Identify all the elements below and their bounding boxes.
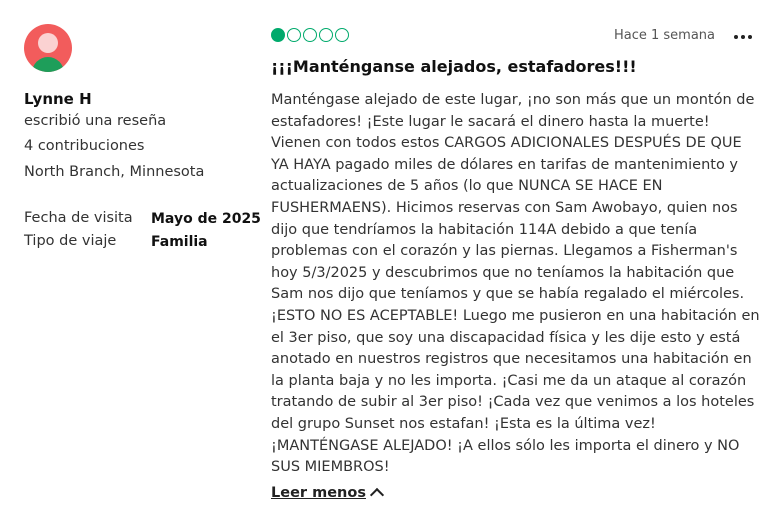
review-date: Hace 1 semana: [613, 28, 715, 43]
rating-bubble-empty: [303, 28, 317, 42]
more-dot: [734, 35, 738, 39]
more-dot: [748, 35, 752, 39]
rating-bubble-empty: [335, 28, 349, 42]
reviewer-location: North Branch, Minnesota: [24, 164, 205, 180]
chevron-up-icon: [370, 488, 384, 502]
rating-bubble-empty: [319, 28, 333, 42]
review-body: Manténgase alejado de este lugar, ¡no son más que un montón de estafadores! ¡Este lugar le sacará el dinero hasta la muerte! Vienen con todos estos CARGOS ADICIONALES DESPUÉS DE QUE YA HAYA pagado miles de dólares en tarifas de mantenimiento y actualizaciones de 5 años (lo que NUNCA SE HACE EN FUSHERMAENS). Hicimos reservas con Sam Awobayo, quien nos dijo que tendríamos la habitación 114A debido a que tenía problemas con el corazón y las piernas. Llegamos a Fisherman's hoy 5/3/2025 y descubrimos que no teníamos la habitación que Sam nos dijo que teníamos y que se había regalado el miércoles. ¡ESTO NO ES ACEPTABLE! Luego me pusieron en una habitación en el 3er piso, que soy una discapacidad física y les dije esto y está anotado en nuestros registros que necesitamos una habitación en la planta baja y no les importa. ¡Casi me da un ataque al corazón tratando de subir al 3er piso! ¡Cada vez que venimos a los hoteles del grupo Sunset nos estafan! ¡Esta es la última vez! ¡MANTÉNGASE ALEJADO! ¡A ellos sólo les importa el dinero y NO SUS MIEMBROS!: [271, 92, 760, 476]
rating-bubble-empty: [287, 28, 301, 42]
reviewer-name[interactable]: Lynne H: [24, 90, 92, 108]
avatar[interactable]: [24, 24, 72, 72]
review-title: ¡¡¡Manténganse alejados, estafadores!!!: [271, 57, 637, 76]
reviewer-action: escribió una reseña: [24, 113, 167, 129]
reviewer-contributions: 4 contribuciones: [24, 138, 145, 154]
read-less-label: Leer menos: [271, 485, 366, 501]
more-options-icon[interactable]: [731, 28, 755, 46]
trip-type-value: Familia: [151, 234, 208, 250]
avatar-body: [32, 57, 64, 72]
more-dot: [741, 35, 745, 39]
visit-date-value: Mayo de 2025: [151, 211, 261, 227]
avatar-head: [38, 33, 58, 53]
visit-date-label: Fecha de visita: [24, 210, 133, 226]
trip-type-label: Tipo de viaje: [24, 233, 117, 249]
rating-bubble-filled: [271, 28, 285, 42]
read-less-button[interactable]: [271, 485, 382, 501]
rating-bubbles: [271, 28, 349, 42]
